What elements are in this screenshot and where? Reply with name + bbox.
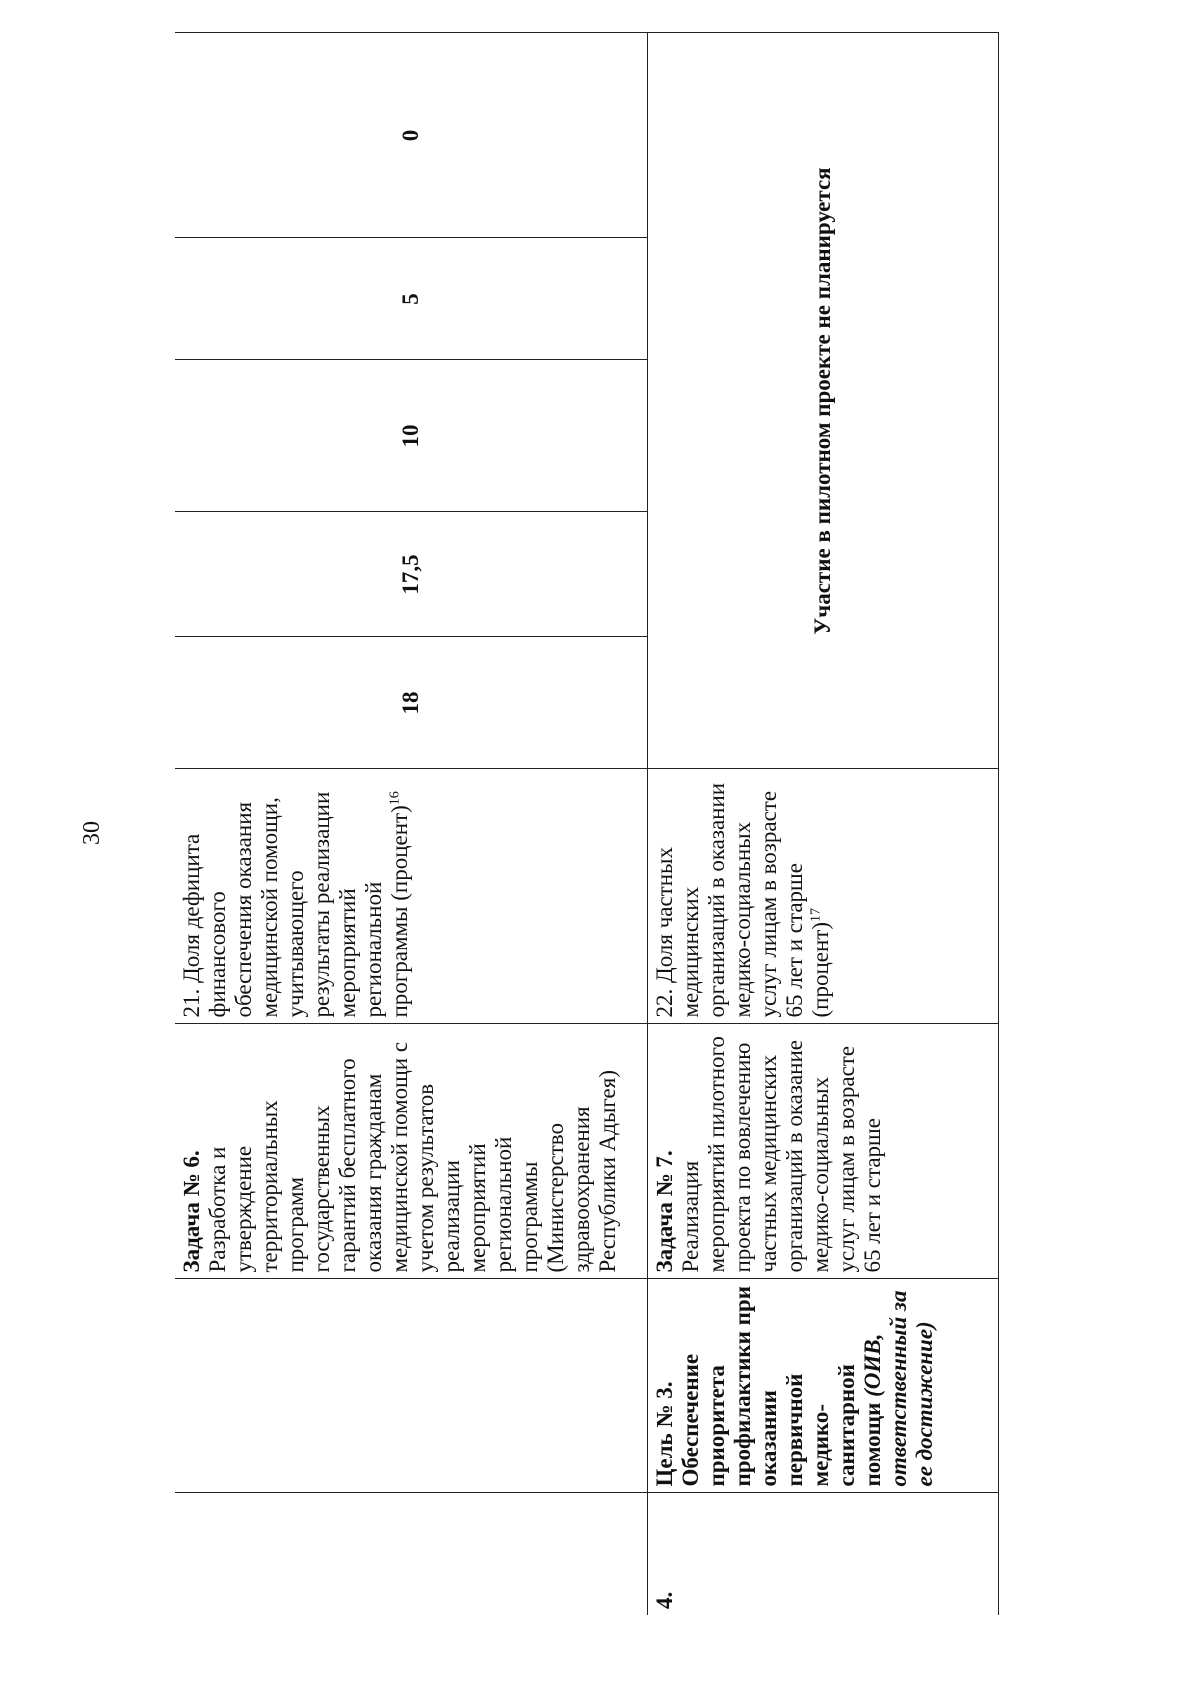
task-text: Разработка и утверждение территориальных программ государственных гарантий бесплатного оказания гражданам медицинской помощи с учетом результатов реализации мероприятий региональной программы (Министерство здравоохранения Республики Адыгея) — [205, 1041, 620, 1273]
indicator-text: 22. Доля частных медицинских организаций в оказании медико-социальных услуг лицам в возрасте 65 лет и старше (процент) — [651, 782, 833, 1018]
indicator-cell — [647, 769, 998, 1024]
table-row — [647, 33, 998, 1615]
note-cell — [647, 33, 998, 769]
indicators-table-container — [175, 33, 998, 1615]
row-number-cell: 4. — [647, 1493, 998, 1615]
value-cell — [175, 33, 647, 238]
table-row — [175, 33, 647, 1615]
task-title: Задача № 7. — [651, 1150, 677, 1273]
goal-text: Обеспечение приоритета профилактики при оказании первичной медико-санитарной помощи — [677, 1286, 885, 1487]
task-cell — [647, 1024, 998, 1279]
goal-title: Цель № 3. — [651, 1381, 677, 1487]
goal-cell — [175, 1279, 647, 1493]
value-cell — [175, 360, 647, 512]
pilot-note: Участие в пилотном проекте не планируется — [809, 167, 835, 635]
value-text: 17,5 — [397, 554, 423, 595]
value-cell — [175, 512, 647, 637]
value-text: 0 — [397, 129, 423, 142]
indicator-text: 21. Доля дефицита финансового обеспечения оказания медицинской помощи, учитывающего результаты реализации мероприятий региональной программы (процент) — [179, 791, 412, 1018]
row-number-cell — [175, 1493, 647, 1615]
task-title: Задача № 6. — [179, 1150, 204, 1273]
value-text: 5 — [397, 293, 423, 305]
value-text: 10 — [397, 424, 423, 448]
footnote-mark: 16 — [387, 791, 403, 806]
value-cell — [175, 238, 647, 360]
page-number: 30 — [79, 821, 105, 845]
goal-responsible: (ОИВ, ответственный за ее достижение) — [859, 1290, 937, 1487]
value-cell — [175, 637, 647, 769]
footnote-mark: 17 — [807, 907, 823, 922]
goal-cell — [647, 1279, 998, 1493]
task-text: Реализация мероприятий пилотного проекта по вовлечению частных медицинских организаций в оказание медико-социальных услуг лицам в возрасте 65 лет и старше — [677, 1036, 885, 1273]
task-cell — [175, 1024, 647, 1279]
value-text: 18 — [397, 691, 423, 715]
indicators-table — [175, 33, 999, 1616]
indicator-cell — [175, 769, 647, 1024]
